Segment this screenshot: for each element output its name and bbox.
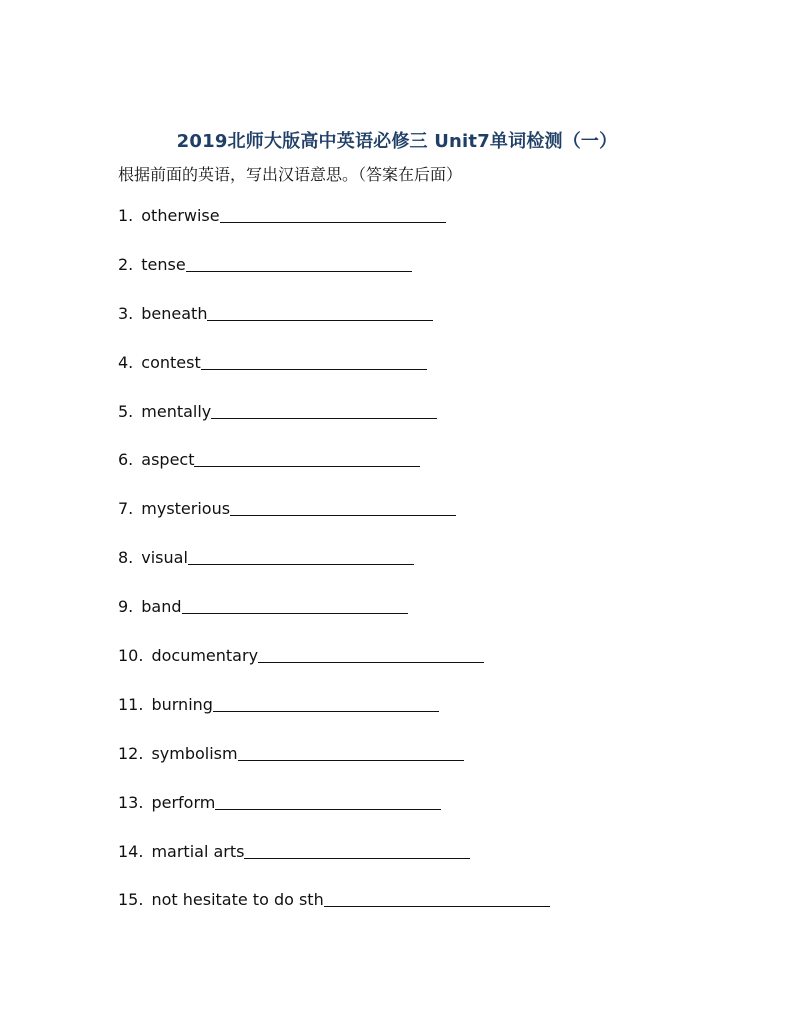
list-item — [118, 791, 550, 840]
list-item — [118, 742, 550, 791]
item-word: aspect — [141, 450, 195, 470]
answer-blank[interactable] — [211, 400, 437, 419]
item-word: visual — [141, 548, 188, 568]
instruction-text: 根据前面的英语，写出汉语意思。（答案在后面） — [118, 165, 463, 184]
item-word: perform — [151, 792, 216, 812]
list-item — [118, 546, 550, 595]
item-word: otherwise — [141, 206, 220, 225]
item-word: beneath — [141, 303, 208, 323]
item-number: 8. — [118, 548, 134, 568]
list-item — [118, 644, 550, 693]
word-list — [118, 204, 550, 937]
item-word: mentally — [141, 401, 212, 421]
list-item — [118, 448, 550, 497]
answer-blank[interactable] — [207, 302, 433, 321]
page-title: 2019北师大版高中英语必修三 Unit7单词检测（一） — [176, 131, 618, 152]
list-item — [118, 693, 550, 742]
item-number: 9. — [118, 597, 134, 617]
list-item — [118, 888, 550, 937]
list-item — [118, 351, 550, 400]
answer-blank[interactable] — [186, 253, 412, 272]
item-word: tense — [141, 254, 186, 274]
answer-blank[interactable] — [238, 742, 464, 761]
item-word: martial arts — [151, 841, 245, 861]
list-item — [118, 595, 550, 644]
answer-blank[interactable] — [230, 497, 456, 516]
item-number: 2. — [118, 254, 134, 274]
item-number: 1. — [118, 206, 134, 225]
item-number: 5. — [118, 401, 134, 421]
item-number: 3. — [118, 303, 134, 323]
answer-blank[interactable] — [188, 546, 414, 565]
item-number: 6. — [118, 450, 134, 470]
answer-blank[interactable] — [244, 840, 470, 859]
item-word: contest — [141, 352, 201, 372]
list-item — [118, 204, 550, 253]
answer-blank[interactable] — [213, 693, 439, 712]
item-word: mysterious — [141, 499, 231, 519]
item-word: burning — [151, 694, 213, 714]
item-number: 12. — [118, 743, 144, 763]
list-item — [118, 302, 550, 351]
list-item — [118, 253, 550, 302]
item-number: 7. — [118, 499, 134, 519]
item-number: 13. — [118, 792, 144, 812]
item-number: 14. — [118, 841, 144, 861]
answer-blank[interactable] — [258, 644, 484, 663]
item-number: 4. — [118, 352, 134, 372]
answer-blank[interactable] — [201, 351, 427, 370]
item-word: symbolism — [151, 743, 238, 763]
item-word: band — [141, 597, 182, 617]
item-number: 11. — [118, 694, 144, 714]
item-word: not hesitate to do sth — [151, 890, 324, 910]
list-item — [118, 497, 550, 546]
list-item — [118, 400, 550, 449]
answer-blank[interactable] — [324, 888, 550, 907]
answer-blank[interactable] — [220, 204, 446, 223]
item-number: 15. — [118, 890, 144, 910]
item-word: documentary — [151, 646, 259, 666]
list-item — [118, 840, 550, 889]
answer-blank[interactable] — [194, 448, 420, 467]
answer-blank[interactable] — [215, 791, 441, 810]
answer-blank[interactable] — [182, 595, 408, 614]
item-number: 10. — [118, 646, 144, 666]
